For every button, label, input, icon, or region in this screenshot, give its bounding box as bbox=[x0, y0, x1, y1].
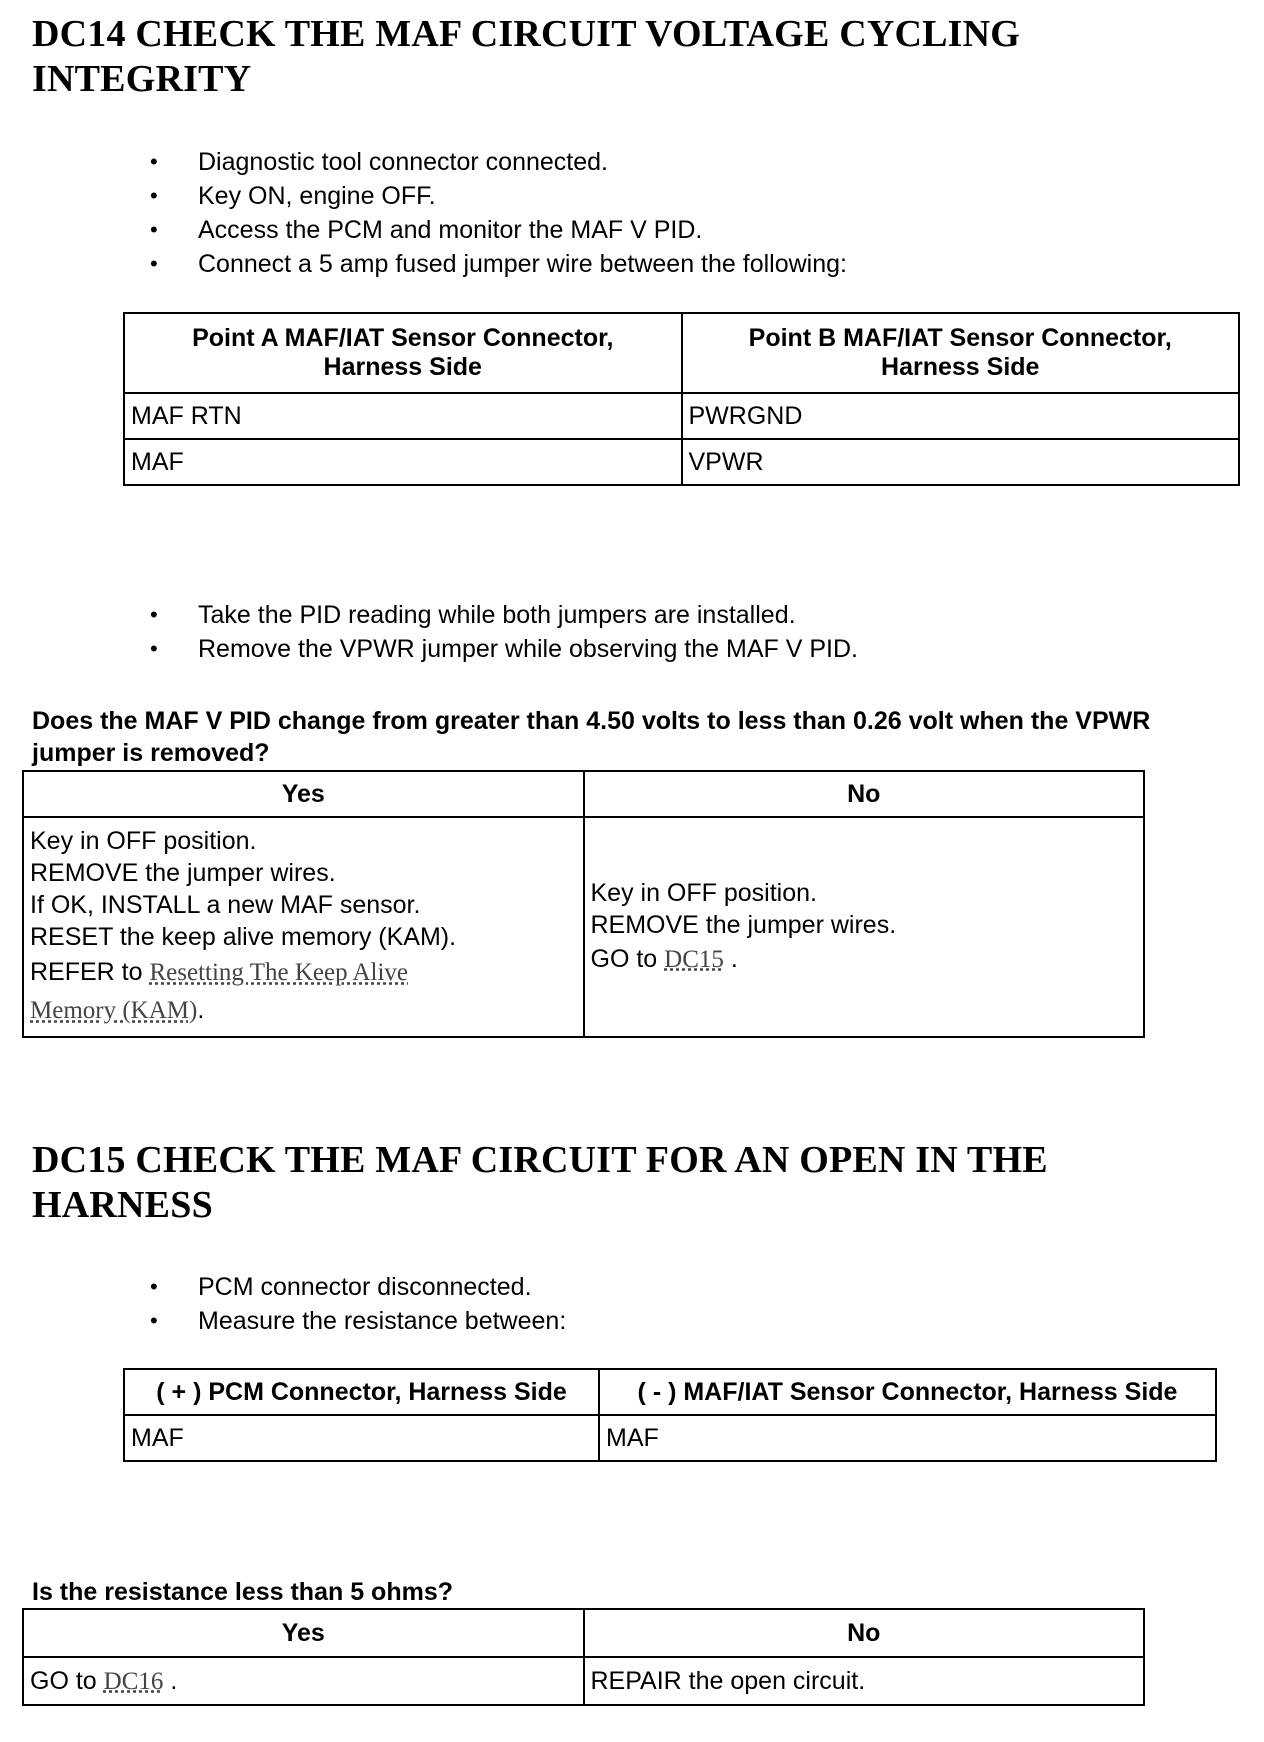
result-no-cell: REPAIR the open circuit. bbox=[584, 1657, 1145, 1705]
dc14-heading bbox=[32, 12, 1020, 102]
result-yes-header: Yes bbox=[23, 771, 584, 817]
result-no-cell bbox=[584, 817, 1145, 1037]
goto-suffix: . bbox=[723, 944, 738, 973]
jumper-col-point-a bbox=[124, 313, 682, 393]
kam-reset-link[interactable]: Resetting The Keep Alive bbox=[149, 959, 408, 986]
measure-cell-neg: MAF bbox=[599, 1415, 1216, 1461]
result-no-goto bbox=[591, 941, 1138, 978]
measure-col-pos: ( + ) PCM Connector, Harness Side bbox=[124, 1369, 599, 1415]
dc15-link[interactable]: DC15 bbox=[664, 945, 724, 973]
dc14-heading-line2: INTEGRITY bbox=[32, 58, 252, 100]
result-no-line: Key in OFF position. bbox=[590, 878, 817, 907]
jumper-col-point-b-line1: Point B MAF/IAT Sensor Connector, bbox=[748, 324, 1172, 352]
dc15-step: • Measure the resistance between: bbox=[150, 1304, 566, 1338]
jumper-cell-a: MAF bbox=[124, 439, 682, 485]
table-row bbox=[23, 1657, 1144, 1705]
table-row bbox=[124, 439, 1239, 485]
dc14-result-table bbox=[22, 770, 1145, 1038]
result-no-header: No bbox=[584, 771, 1145, 817]
jumper-col-point-b bbox=[682, 313, 1240, 393]
result-yes-cell bbox=[23, 1657, 584, 1705]
measure-cell-pos: MAF bbox=[124, 1415, 599, 1461]
dc14-step: • Access the PCM and monitor the MAF V PID. bbox=[150, 213, 847, 247]
dc14-jumper-table bbox=[123, 312, 1240, 486]
dc14-question: Does the MAF V PID change from greater than 4.50 volts to less than 0.26 volt when the VPWR jumper is removed? bbox=[32, 707, 1151, 767]
dc14-step: • Take the PID reading while both jumpers are installed. bbox=[150, 598, 858, 632]
dc15-heading-line1: DC15 CHECK THE MAF CIRCUIT FOR AN OPEN IN THE bbox=[32, 1139, 1048, 1181]
dc15-step: • PCM connector disconnected. bbox=[150, 1270, 566, 1304]
goto-prefix: GO to bbox=[590, 944, 665, 973]
goto-prefix: GO to bbox=[30, 1666, 104, 1695]
result-yes-line: Key in OFF position. bbox=[30, 827, 257, 855]
dc14-step: • Diagnostic tool connector connected. bbox=[150, 145, 847, 179]
result-yes-refer bbox=[30, 953, 577, 992]
dc15-heading bbox=[32, 1138, 1048, 1228]
table-row bbox=[124, 1415, 1216, 1461]
table-row bbox=[23, 817, 1144, 1037]
result-yes-line: If OK, INSTALL a new MAF sensor. bbox=[30, 891, 421, 919]
dc14-step: • Remove the VPWR jumper while observing the MAF V PID. bbox=[150, 632, 858, 666]
jumper-cell-a: MAF RTN bbox=[124, 393, 682, 439]
dc14-step-list-2 bbox=[150, 598, 858, 666]
jumper-cell-b: VPWR bbox=[682, 439, 1240, 485]
result-no-header: No bbox=[584, 1609, 1145, 1657]
dc14-step-list bbox=[150, 145, 847, 281]
result-yes-line: REMOVE the jumper wires. bbox=[30, 859, 336, 887]
result-no-line: REMOVE the jumper wires. bbox=[590, 910, 897, 939]
dc15-result-table bbox=[22, 1608, 1145, 1706]
dc14-step: • Connect a 5 amp fused jumper wire between the following: bbox=[150, 247, 847, 281]
jumper-col-point-a-line1: Point A MAF/IAT Sensor Connector, bbox=[192, 324, 614, 352]
dc16-link[interactable]: DC16 bbox=[103, 1667, 164, 1695]
table-row bbox=[124, 393, 1239, 439]
jumper-col-point-a-line2: Harness Side bbox=[323, 353, 482, 381]
goto-suffix: . bbox=[163, 1666, 178, 1695]
dc15-measure-table bbox=[123, 1368, 1217, 1462]
result-yes-header: Yes bbox=[23, 1609, 584, 1657]
jumper-col-point-b-line2: Harness Side bbox=[881, 353, 1040, 381]
dc15-question: Is the resistance less than 5 ohms? bbox=[32, 1578, 453, 1606]
result-yes-cell bbox=[23, 817, 584, 1037]
refer-prefix: REFER to bbox=[30, 958, 150, 986]
measure-col-neg: ( - ) MAF/IAT Sensor Connector, Harness Side bbox=[599, 1369, 1216, 1415]
result-yes-refer-cont bbox=[30, 992, 577, 1029]
dc14-step: • Key ON, engine OFF. bbox=[150, 179, 847, 213]
result-yes-line: RESET the keep alive memory (KAM). bbox=[30, 923, 457, 951]
dc15-step-list bbox=[150, 1270, 566, 1338]
dc15-heading-line2: HARNESS bbox=[32, 1184, 213, 1226]
dc14-heading-line1: DC14 CHECK THE MAF CIRCUIT VOLTAGE CYCLING bbox=[32, 13, 1021, 55]
kam-reset-link-cont[interactable]: Memory (KAM) bbox=[30, 997, 198, 1024]
refer-suffix: . bbox=[197, 996, 205, 1024]
jumper-cell-b: PWRGND bbox=[682, 393, 1240, 439]
